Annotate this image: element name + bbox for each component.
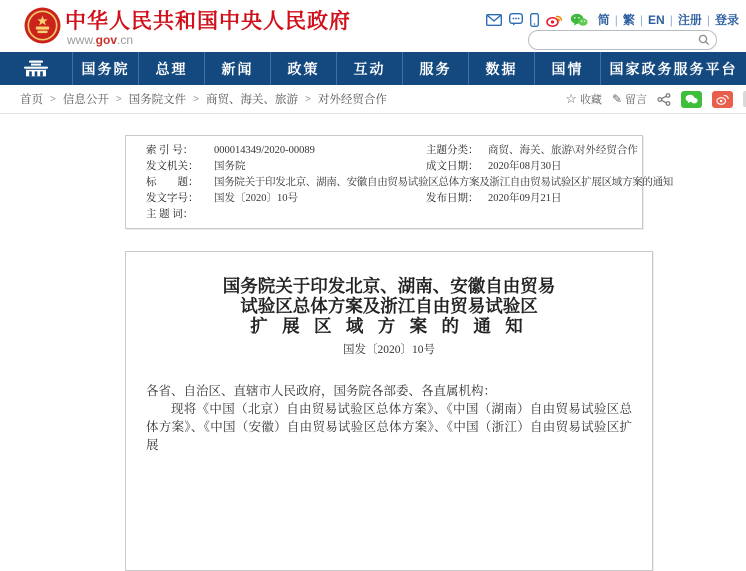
nav-item-news[interactable]: 新闻	[204, 52, 270, 85]
document-title-line2: 试验区总体方案及浙江自由贸易试验区	[240, 296, 538, 316]
meta-label-publish-date: 发布日期：	[426, 193, 479, 204]
lang-en-link[interactable]: EN	[648, 12, 665, 27]
meta-value-document-number: 国发〔2020〕10号	[214, 193, 298, 204]
document-title-line3: 扩 展 区 域 方 案 的 通 知	[250, 316, 528, 336]
nav-item-state-council[interactable]: 国务院	[72, 52, 138, 85]
nav-item-national-conditions[interactable]: 国情	[534, 52, 600, 85]
meta-value-index-number: 000014349/2020-00089	[214, 145, 315, 156]
weibo-icon[interactable]	[546, 13, 563, 27]
document-title	[146, 276, 632, 336]
meta-label-index-number: 索 引 号：	[146, 145, 194, 156]
breadcrumb-info-disclosure[interactable]: 信息公开	[62, 94, 109, 106]
comment-button[interactable]: ✎ 留言	[611, 92, 647, 106]
wechat-icon[interactable]	[570, 13, 588, 27]
meta-row-keywords	[126, 207, 642, 223]
site-title[interactable]: 中华人民共和国中央人民政府	[65, 10, 351, 33]
nav-home-tiananmen-icon[interactable]	[0, 52, 72, 85]
document-paragraph: 现将《中国（北京）自由贸易试验区总体方案》、《中国（湖南）自由贸易试验区总体方案》、《中国（安徽）自由贸易试验区总体方案》、《中国（浙江）自由贸易试验区扩展	[146, 402, 632, 452]
breadcrumb-home[interactable]: 首页	[20, 94, 43, 106]
language-account-links: 简 | 繁 | EN | 注册 | 登录	[597, 12, 739, 27]
star-icon: ☆	[565, 91, 577, 106]
register-link[interactable]: 注册	[677, 13, 702, 27]
meta-label-document-number: 发文字号：	[146, 193, 199, 204]
pencil-icon: ✎	[611, 92, 622, 106]
meta-row-index-category	[126, 143, 642, 159]
document-title-line1: 国务院关于印发北京、湖南、安徽自由贸易	[222, 276, 556, 296]
share-wechat-button[interactable]	[681, 91, 702, 108]
nav-item-services[interactable]: 服务	[402, 52, 468, 85]
lang-simplified-link[interactable]: 简	[597, 13, 610, 27]
meta-value-issuing-agency: 国务院	[214, 161, 246, 172]
share-icon[interactable]	[657, 93, 671, 106]
site-header	[0, 0, 746, 52]
meta-value-written-date: 2020年08月30日	[488, 161, 562, 172]
breadcrumb-commerce-customs-tourism[interactable]: 商贸、海关、旅游	[206, 94, 299, 106]
breadcrumb-state-council-documents[interactable]: 国务院文件	[128, 94, 187, 106]
meta-value-topic-category: 商贸、海关、旅游\对外经贸合作	[488, 145, 638, 156]
search-box	[528, 30, 717, 50]
breadcrumb-foreign-trade-cooperation[interactable]: 对外经贸合作	[317, 94, 387, 106]
meta-value-publish-date: 2020年09月21日	[488, 193, 562, 204]
comment-icon[interactable]	[509, 13, 523, 26]
favorite-button[interactable]: ☆ 收藏	[565, 91, 602, 106]
share-weibo-button[interactable]	[712, 91, 733, 108]
breadcrumb-row: 首页 > 信息公开 > 国务院文件 > 商贸、海关、旅游 > 对外经贸合作 ☆ 收藏 ✎ 留言	[0, 85, 746, 114]
main-nav	[0, 52, 746, 85]
mail-icon[interactable]	[486, 14, 502, 26]
nav-item-data[interactable]: 数据	[468, 52, 534, 85]
document-body	[146, 382, 632, 454]
meta-label-title: 标 题：	[146, 177, 199, 188]
document-number: 国发〔2020〕10号	[343, 344, 435, 356]
nav-item-policy[interactable]: 政策	[270, 52, 336, 85]
meta-row-agency-date	[126, 159, 642, 175]
lang-traditional-link[interactable]: 繁	[622, 13, 635, 27]
nav-item-interact[interactable]: 互动	[336, 52, 402, 85]
national-emblem-logo[interactable]	[24, 7, 61, 44]
meta-label-written-date: 成文日期：	[426, 161, 479, 172]
login-link[interactable]: 登录	[714, 13, 739, 27]
meta-row-title	[126, 175, 673, 191]
meta-row-docnumber-pubdate	[126, 191, 642, 207]
nav-item-premier[interactable]: 总理	[138, 52, 204, 85]
nav-item-gov-service-platform[interactable]: 国家政务服务平台	[600, 52, 746, 85]
document-salutation: 各省、自治区、直辖市人民政府，国务院各部委、各直属机构：	[146, 384, 497, 398]
mobile-icon[interactable]	[530, 13, 539, 27]
page-tools	[565, 91, 740, 108]
meta-value-title: 国务院关于印发北京、湖南、安徽自由贸易试验区总体方案及浙江自由贸易试验区扩展区域方案的通知	[214, 177, 673, 188]
meta-label-keywords: 主 题 词：	[146, 209, 194, 220]
document-content	[125, 251, 653, 571]
site-url: www.gov.cn	[67, 33, 134, 47]
search-icon[interactable]	[698, 34, 710, 46]
header-utility-row	[486, 11, 739, 28]
document-metadata-table	[125, 135, 673, 229]
meta-label-issuing-agency: 发文机关：	[146, 161, 199, 172]
meta-label-topic-category: 主题分类：	[426, 145, 479, 156]
search-input[interactable]	[539, 34, 698, 46]
